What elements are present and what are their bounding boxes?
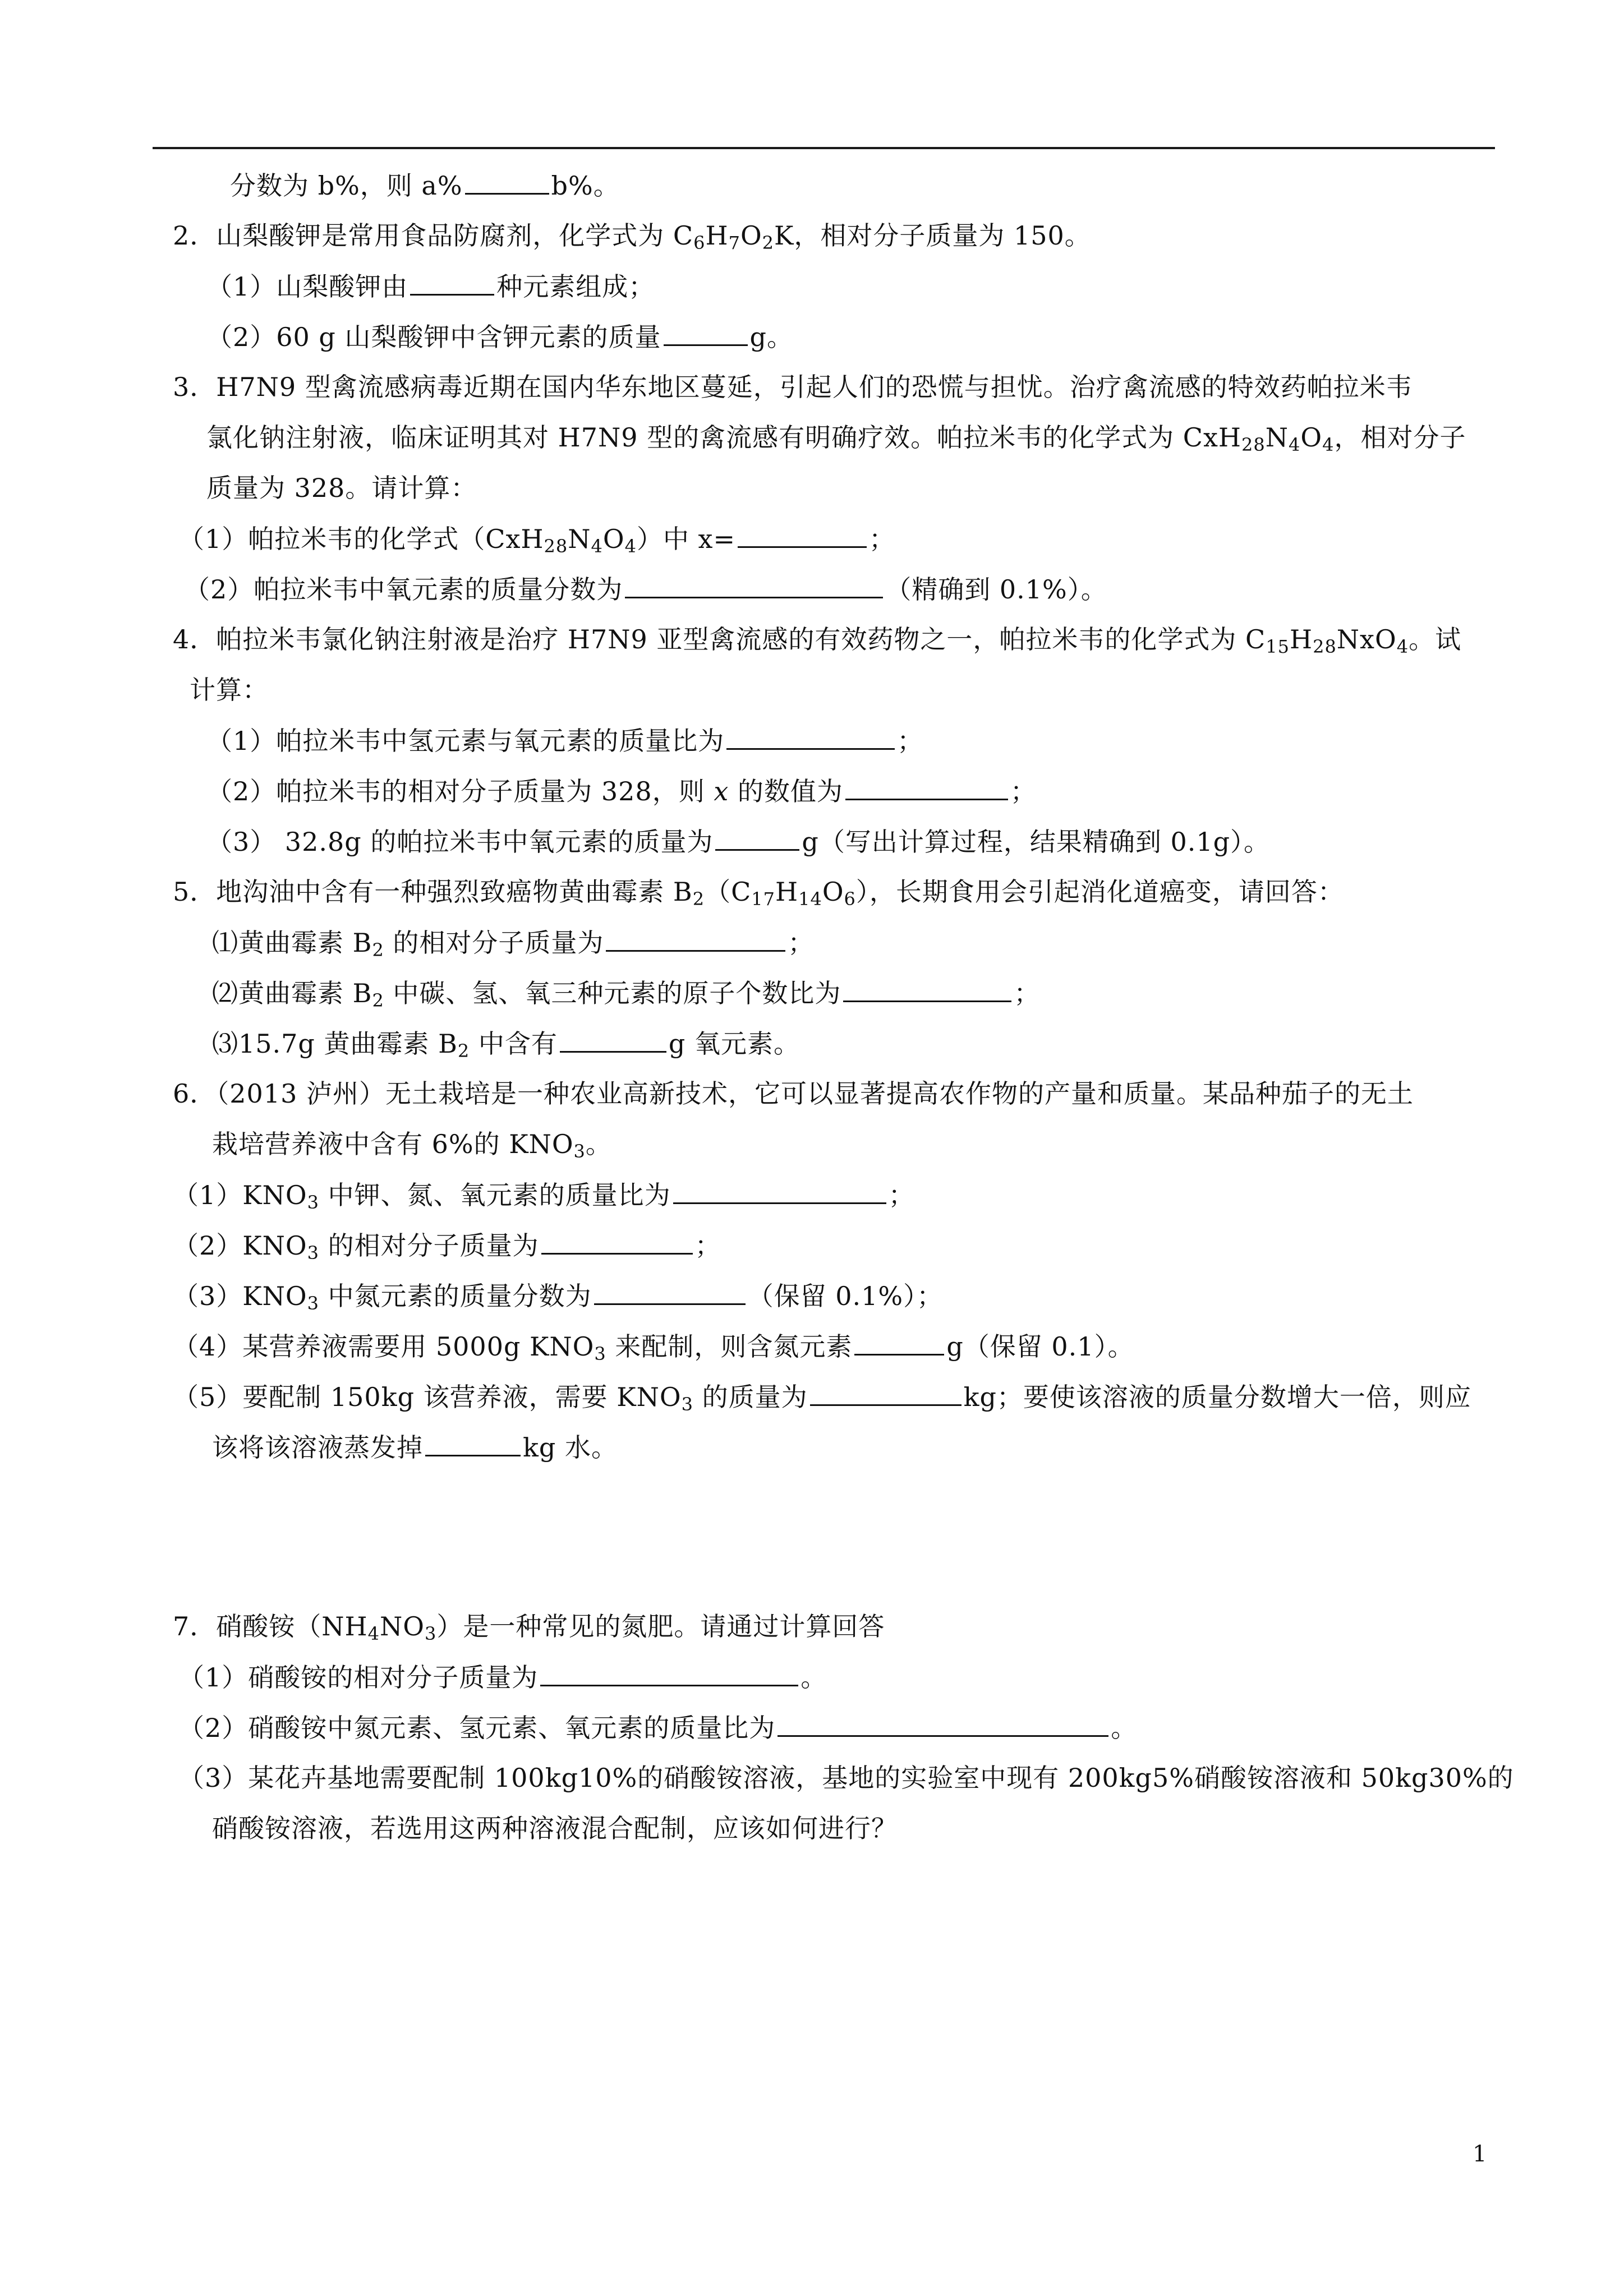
text: x	[714, 776, 729, 806]
subscript: 7	[728, 232, 740, 253]
question-7-part-1	[178, 1660, 827, 1694]
subscript: 4	[367, 1623, 380, 1644]
text: ⑵黄曲霉素 B	[212, 978, 372, 1008]
text: ⑶15.7g 黄曲霉素 B	[212, 1029, 458, 1059]
text: 3．H7N9 型禽流感病毒近期在国内华东地区蔓延，引起人们的恐慌与担忧。治疗禽流感的特效药帕拉米韦	[173, 372, 1413, 402]
subscript: 4	[591, 536, 603, 557]
question-6-part-3	[173, 1279, 943, 1313]
subscript: 2	[762, 232, 775, 253]
subscript: 14	[798, 888, 822, 910]
subscript: 28	[544, 536, 568, 557]
question-3-part-2	[184, 572, 1107, 606]
text: 。	[585, 1129, 612, 1159]
text: ；	[897, 726, 924, 756]
text: g（保留 0.1）。	[946, 1331, 1134, 1362]
text: O	[602, 524, 625, 554]
answer-blank[interactable]	[425, 1430, 521, 1456]
question-7-part-3	[178, 1761, 1514, 1795]
continuation-line	[230, 168, 620, 202]
text: 5．地沟油中含有一种强烈致癌物黄曲霉素 B	[173, 877, 693, 907]
subscript: 3	[424, 1623, 437, 1644]
subscript: 15	[1266, 636, 1290, 657]
question-2-part-2	[206, 320, 793, 354]
text: （1）帕拉米韦的化学式（CxH	[178, 524, 544, 554]
question-3-line-3	[206, 471, 477, 505]
text: 7．硝酸铵（NH	[173, 1611, 368, 1642]
text: （3）KNO	[173, 1281, 307, 1311]
subscript: 3	[594, 1343, 606, 1364]
text: ；	[1014, 978, 1041, 1008]
text: kg；要使该溶液的质量分数增大一倍，则应	[963, 1382, 1471, 1412]
question-5-part-3	[212, 1026, 800, 1061]
text: 的相对分子质量为	[384, 928, 604, 958]
subscript: 6	[693, 232, 706, 253]
text: 中氮元素的质量分数为	[319, 1281, 592, 1311]
answer-blank[interactable]	[541, 1228, 693, 1255]
text: ；	[1010, 776, 1037, 806]
text: （精确到 0.1%）。	[885, 574, 1107, 605]
text: 。试	[1409, 624, 1462, 654]
answer-blank[interactable]	[778, 1711, 1108, 1737]
header-rule	[153, 147, 1495, 149]
subscript: 4	[1322, 434, 1335, 455]
subscript: 2	[372, 990, 384, 1011]
text: （C	[705, 877, 752, 907]
text: N	[1265, 422, 1289, 453]
text: 。	[1111, 1713, 1138, 1743]
answer-blank[interactable]	[410, 269, 494, 296]
question-3-line-2	[206, 421, 1466, 454]
subscript: 3	[307, 1293, 319, 1314]
text: g 氧元素。	[668, 1029, 800, 1059]
subscript: 3	[307, 1242, 319, 1264]
subscript: 2	[372, 939, 384, 961]
text: （2）KNO	[173, 1230, 307, 1261]
text: 氯化钠注射液，临床证明其对 H7N9 型的禽流感有明确疗效。帕拉米韦的化学式为 CxH	[206, 422, 1242, 453]
text: 中含有	[470, 1029, 558, 1059]
text: g。	[749, 322, 793, 352]
answer-blank[interactable]	[673, 1178, 886, 1204]
text: O	[1300, 422, 1323, 453]
text: N	[568, 524, 591, 554]
question-6-line-1	[173, 1077, 1414, 1110]
text: 4．帕拉米韦氯化钠注射液是治疗 H7N9 亚型禽流感的有效药物之一，帕拉米韦的化学式为 C	[173, 624, 1266, 654]
question-3-part-1	[178, 522, 895, 556]
question-7-part-3-cont	[212, 1811, 898, 1845]
answer-blank[interactable]	[594, 1279, 746, 1305]
text: 种元素组成；	[496, 271, 655, 302]
question-6-part-2	[173, 1228, 721, 1262]
page-number: 1	[1473, 2141, 1487, 2167]
text: ），长期食用会引起消化道癌变，请回答：	[855, 877, 1344, 907]
text: （3） 32.8g 的帕拉米韦中氧元素的质量为	[206, 827, 714, 857]
question-5-line-1	[173, 875, 1344, 909]
text: 来配制，则含氮元素	[606, 1331, 853, 1362]
question-6-part-1	[173, 1178, 915, 1212]
answer-blank[interactable]	[726, 723, 895, 750]
question-7-stem	[173, 1610, 885, 1643]
answer-blank[interactable]	[843, 976, 1011, 1002]
text: K，相对分子质量为 150。	[774, 220, 1091, 251]
text: ；	[694, 1230, 721, 1261]
text: （1）帕拉米韦中氢元素与氧元素的质量比为	[206, 726, 725, 756]
text: （2）帕拉米韦的相对分子质量为 328，则	[206, 776, 714, 806]
text: ；	[788, 928, 815, 958]
subscript: 2	[457, 1040, 470, 1062]
text: H	[705, 220, 729, 251]
text: 2．山梨酸钾是常用食品防腐剂，化学式为 C	[173, 220, 694, 251]
text: （4）某营养液需要用 5000g KNO	[173, 1331, 595, 1362]
subscript: 4	[1289, 434, 1301, 455]
text: NxO	[1336, 624, 1397, 654]
text: 质量为 328。请计算：	[206, 473, 477, 503]
question-5-part-1	[212, 925, 814, 960]
text: 硝酸铵溶液，若选用这两种溶液混合配制，应该如何进行？	[212, 1813, 898, 1843]
text: （2）帕拉米韦中氧元素的质量分数为	[184, 574, 623, 605]
question-4-line-1	[173, 623, 1461, 656]
subscript: 2	[692, 888, 705, 910]
text: ，相对分子	[1334, 422, 1466, 453]
text: 中碳、氢、氧三种元素的原子个数比为	[384, 978, 841, 1008]
subscript: 4	[1396, 636, 1409, 657]
question-6-part-5-cont	[212, 1430, 618, 1464]
answer-blank[interactable]	[606, 925, 785, 952]
subscript: 6	[844, 888, 856, 910]
answer-blank[interactable]	[845, 774, 1008, 800]
question-5-part-2	[212, 976, 1040, 1010]
text: （1）山梨酸钾由	[206, 271, 408, 302]
text: 该将该溶液蒸发掉	[212, 1432, 423, 1463]
answer-blank[interactable]	[810, 1380, 961, 1406]
subscript: 28	[1313, 636, 1337, 657]
question-2-stem	[173, 219, 1091, 252]
subscript: 3	[307, 1192, 319, 1213]
text: kg 水。	[523, 1432, 618, 1463]
text: 的相对分子质量为	[319, 1230, 539, 1261]
text: （1）硝酸铵的相对分子质量为	[178, 1662, 539, 1693]
question-3-line-1	[173, 370, 1413, 404]
answer-blank[interactable]	[715, 824, 799, 851]
text: g（写出计算过程，结果精确到 0.1g）。	[802, 827, 1271, 857]
text: b%。	[551, 170, 620, 201]
text: 的数值为	[729, 776, 843, 806]
answer-blank[interactable]	[540, 1660, 798, 1686]
question-6-line-2	[212, 1127, 612, 1161]
text: 栽培营养液中含有 6%的 KNO	[212, 1129, 574, 1159]
question-4-part-2	[206, 774, 1037, 808]
subscript: 3	[573, 1141, 586, 1162]
text: O	[740, 220, 762, 251]
text: H	[1289, 624, 1313, 654]
text: NO	[380, 1611, 425, 1642]
subscript: 17	[751, 888, 775, 910]
answer-blank[interactable]	[664, 320, 748, 346]
text: ；	[888, 1180, 915, 1210]
text: 中钾、氮、氧元素的质量比为	[319, 1180, 671, 1210]
text: （3）某花卉基地需要配制 100kg10%的硝酸铵溶液，基地的实验室中现有 200kg5%硝酸铵溶液和 50kg30%的	[178, 1763, 1514, 1793]
question-4-part-1	[206, 723, 923, 758]
question-6-part-5	[173, 1380, 1471, 1414]
text: 。	[801, 1662, 827, 1693]
question-7-part-2	[178, 1711, 1137, 1745]
text: （2）60 g 山梨酸钾中含钾元素的质量	[206, 322, 661, 352]
subscript: 3	[681, 1394, 693, 1415]
text: 计算：	[190, 675, 269, 705]
answer-blank[interactable]	[625, 572, 883, 598]
text: H	[775, 877, 799, 907]
text: （保留 0.1%）；	[747, 1281, 944, 1311]
text: ；	[869, 524, 896, 554]
text: 的质量为	[693, 1382, 808, 1412]
text: 分数为 b%，则 a%	[230, 170, 463, 201]
answer-blank[interactable]	[854, 1329, 944, 1356]
question-6-part-4	[173, 1329, 1134, 1363]
text: ）中 x=	[636, 524, 736, 554]
subscript: 4	[624, 536, 637, 557]
text: ）是一种常见的氮肥。请通过计算回答	[436, 1611, 885, 1642]
answer-blank[interactable]	[465, 168, 549, 195]
answer-blank[interactable]	[738, 522, 867, 548]
answer-blank[interactable]	[560, 1026, 666, 1053]
text: 6．（2013 泸州）无土栽培是一种农业高新技术，它可以显著提高农作物的产量和质量。某品种茄子的无土	[173, 1078, 1414, 1109]
question-2-part-1	[206, 269, 655, 303]
text: ⑴黄曲霉素 B	[212, 928, 372, 958]
question-4-line-2	[190, 673, 269, 707]
text: （2）硝酸铵中氮元素、氢元素、氧元素的质量比为	[178, 1713, 776, 1743]
text: O	[822, 877, 844, 907]
text: （1）KNO	[173, 1180, 307, 1210]
subscript: 28	[1241, 434, 1266, 455]
question-4-part-3	[206, 824, 1270, 859]
text: （5）要配制 150kg 该营养液，需要 KNO	[173, 1382, 682, 1412]
